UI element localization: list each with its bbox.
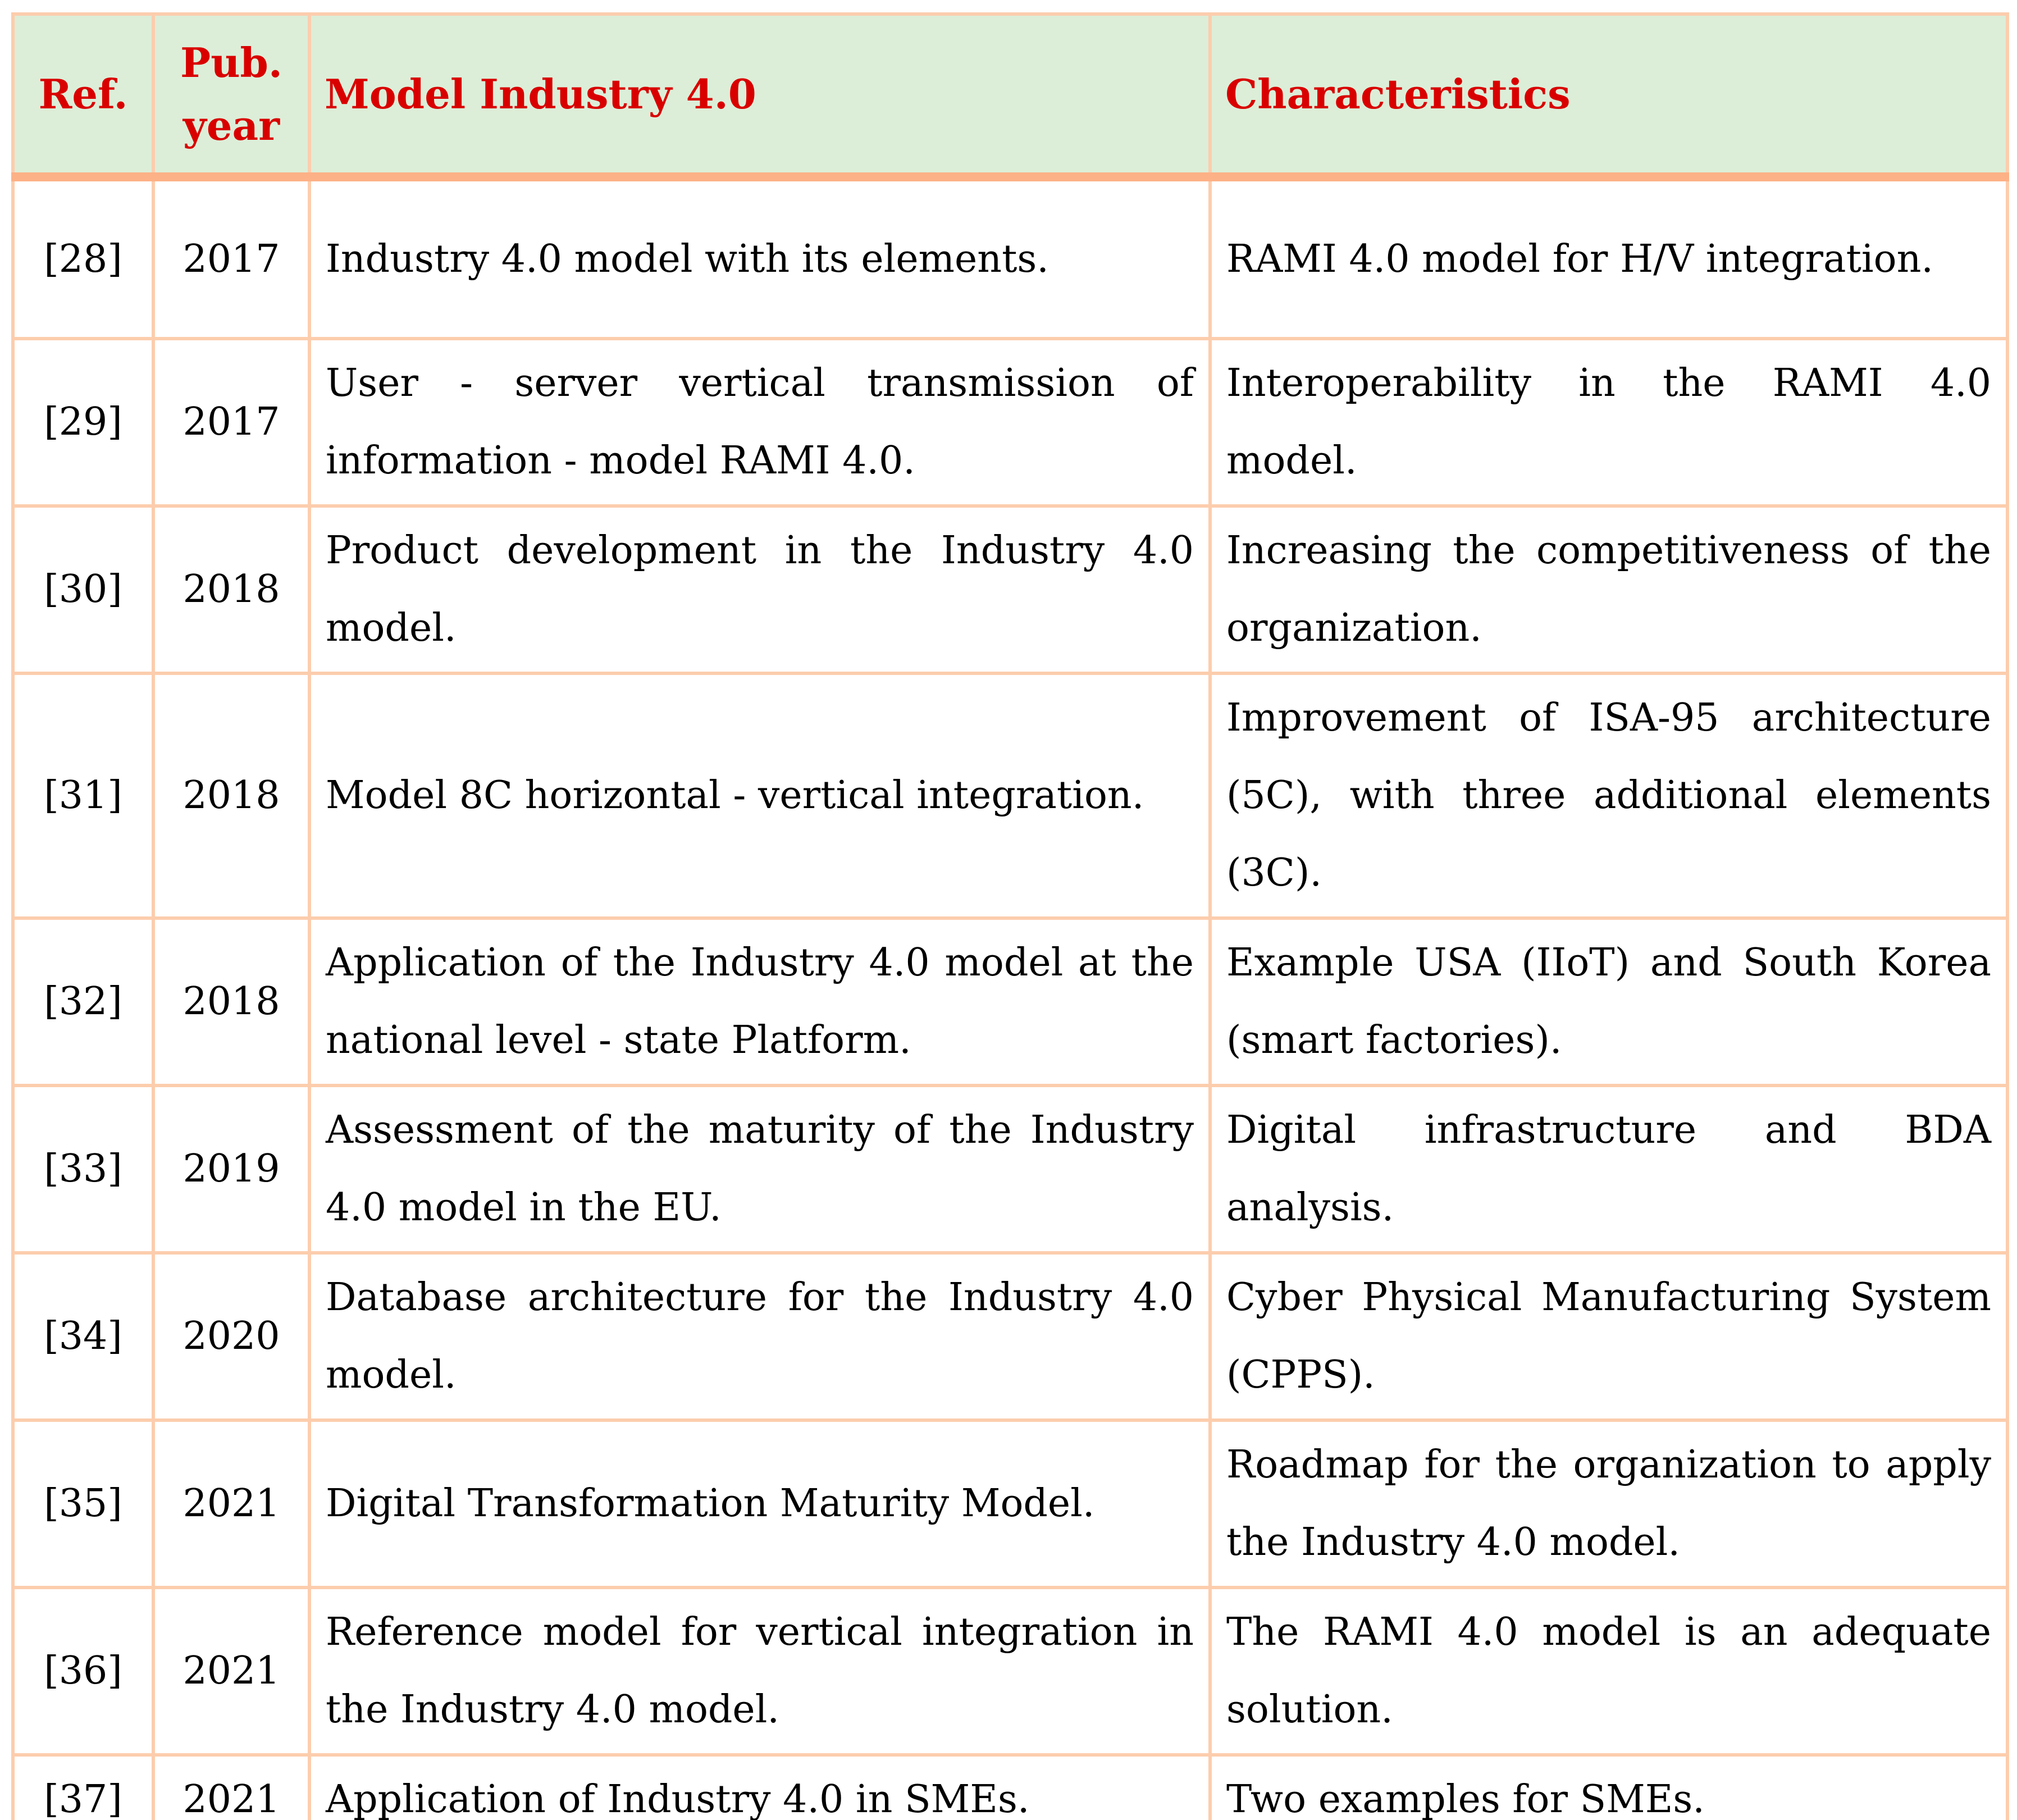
cell-model: Database architecture for the Industry 4.0 model. [309, 1253, 1210, 1420]
cell-model: Industry 4.0 model with its elements. [309, 177, 1210, 339]
table-row [13, 1755, 2007, 1820]
header-row [13, 14, 2007, 177]
cell-characteristics: Example USA (IIoT) and South Korea (smart factories). [1210, 918, 2007, 1085]
cell-model: Product development in the Industry 4.0 model. [309, 506, 1210, 673]
cell-characteristics: Interoperability in the RAMI 4.0 model. [1210, 339, 2007, 506]
table-row [13, 1085, 2007, 1253]
table-row [13, 339, 2007, 506]
header-characteristics: Characteristics [1210, 14, 2007, 177]
cell-ref: [29] [13, 339, 153, 506]
cell-ref: [28] [13, 177, 153, 339]
header-pub-year: Pub. year [153, 14, 309, 177]
table-row [13, 918, 2007, 1085]
table-row [13, 1420, 2007, 1588]
cell-ref: [33] [13, 1085, 153, 1253]
cell-model: Reference model for vertical integration in the Industry 4.0 model. [309, 1588, 1210, 1755]
table-body [13, 177, 2007, 1820]
cell-model: Model 8C horizontal - vertical integration. [309, 673, 1210, 918]
cell-model: Assessment of the maturity of the Industry 4.0 model in the EU. [309, 1085, 1210, 1253]
cell-model: User - server vertical transmission of information - model RAMI 4.0. [309, 339, 1210, 506]
publications-table [11, 12, 2009, 1820]
cell-model: Application of the Industry 4.0 model at the national level - state Platform. [309, 918, 1210, 1085]
cell-ref: [31] [13, 673, 153, 918]
cell-characteristics: Improvement of ISA-95 architecture (5C), with three additional elements (3C). [1210, 673, 2007, 918]
cell-ref: [34] [13, 1253, 153, 1420]
cell-characteristics: Cyber Physical Manufacturing System (CPPS). [1210, 1253, 2007, 1420]
cell-year: 2020 [153, 1253, 309, 1420]
table-row [13, 1253, 2007, 1420]
cell-ref: [30] [13, 506, 153, 673]
cell-ref: [32] [13, 918, 153, 1085]
cell-ref: [36] [13, 1588, 153, 1755]
cell-year: 2017 [153, 177, 309, 339]
table-row [13, 177, 2007, 339]
table-row [13, 673, 2007, 918]
table-row [13, 506, 2007, 673]
cell-characteristics: Digital infrastructure and BDA analysis. [1210, 1085, 2007, 1253]
cell-ref: [37] [13, 1755, 153, 1820]
cell-characteristics: Two examples for SMEs. [1210, 1755, 2007, 1820]
header-model-industry: Model Industry 4.0 [309, 14, 1210, 177]
cell-characteristics: Increasing the competitiveness of the organization. [1210, 506, 2007, 673]
cell-year: 2021 [153, 1420, 309, 1588]
cell-model: Digital Transformation Maturity Model. [309, 1420, 1210, 1588]
cell-ref: [35] [13, 1420, 153, 1588]
cell-year: 2018 [153, 506, 309, 673]
cell-year: 2021 [153, 1588, 309, 1755]
cell-characteristics: Roadmap for the organization to apply the Industry 4.0 model. [1210, 1420, 2007, 1588]
cell-year: 2021 [153, 1755, 309, 1820]
header-ref: Ref. [13, 14, 153, 177]
cell-characteristics: RAMI 4.0 model for H/V integration. [1210, 177, 2007, 339]
cell-year: 2018 [153, 918, 309, 1085]
cell-characteristics: The RAMI 4.0 model is an adequate solution. [1210, 1588, 2007, 1755]
cell-model: Application of Industry 4.0 in SMEs. [309, 1755, 1210, 1820]
table-header [13, 14, 2007, 177]
cell-year: 2019 [153, 1085, 309, 1253]
cell-year: 2017 [153, 339, 309, 506]
table-row [13, 1588, 2007, 1755]
cell-year: 2018 [153, 673, 309, 918]
